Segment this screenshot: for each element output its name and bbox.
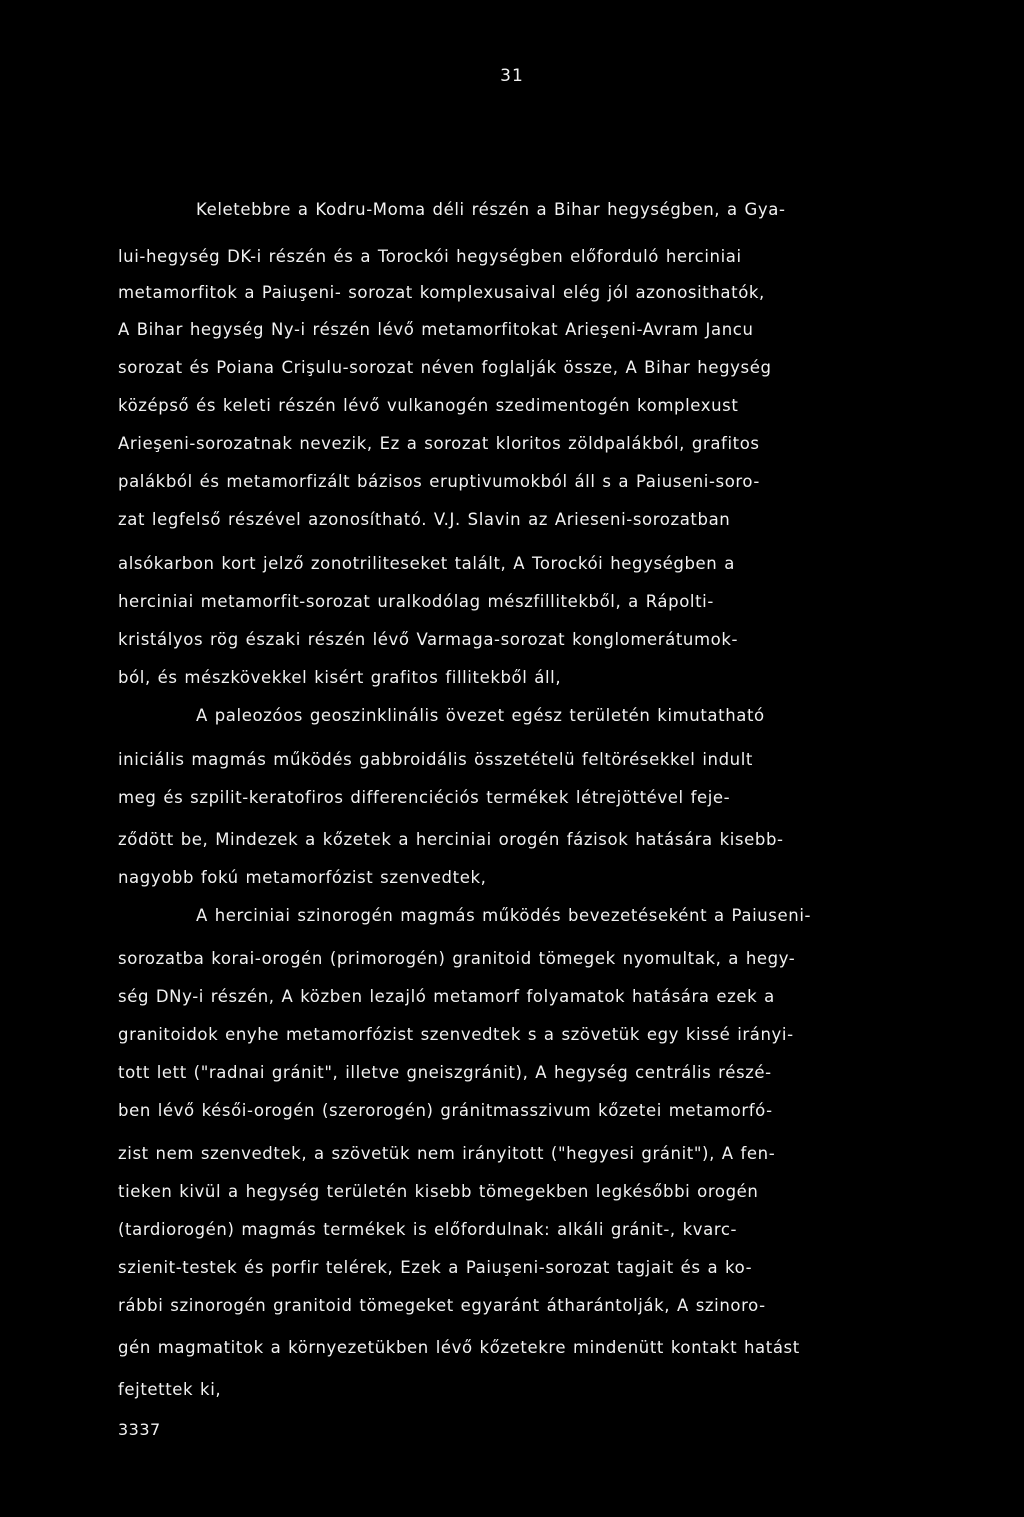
text-line: tott lett ("radnai gránit", illetve gneiszgránit), A hegység centrális részé- (118, 1063, 772, 1082)
text-line: fejtettek ki, (118, 1380, 222, 1399)
text-line: szienit-testek és porfir telérek, Ezek a Paiuşeni-sorozat tagjait és a ko- (118, 1258, 753, 1277)
text-line: metamorfitok a Paiuşeni- sorozat komplexusaival elég jól azonosithatók, (118, 283, 765, 302)
text-line: tieken kivül a hegység területén kisebb tömegekben legkésőbbi orogén (118, 1182, 759, 1201)
text-line: alsókarbon kort jelző zonotriliteseket talált, A Torockói hegységben a (118, 554, 735, 573)
text-line: sorozat és Poiana Crişulu-sorozat néven foglalják össze, A Bihar hegység (118, 358, 772, 377)
text-line: gén magmatitok a környezetükben lévő kőzetekre mindenütt kontakt hatást (118, 1338, 800, 1357)
text-line: lui-hegység DK-i részén és a Torockói hegységben előforduló herciniai (118, 247, 742, 266)
text-line: ben lévő késői-orogén (szerorogén) gránitmasszivum kőzetei metamorfó- (118, 1101, 773, 1120)
page-number: 31 (500, 66, 524, 86)
text-line: ződött be, Mindezek a kőzetek a herciniai orogén fázisok hatására kisebb- (118, 830, 784, 849)
text-line: (tardiorogén) magmás termékek is előfordulnak: alkáli gránit-, kvarc- (118, 1220, 738, 1239)
text-line: A herciniai szinorogén magmás működés bevezetéseként a Paiuseni- (196, 906, 812, 925)
text-line: zat legfelső részével azonosítható. V.J. Slavin az Arieseni-sorozatban (118, 510, 731, 529)
text-line: granitoidok enyhe metamorfózist szenvedtek s a szövetük egy kissé irányi- (118, 1025, 794, 1044)
text-line: palákból és metamorfizált bázisos eruptivumokból áll s a Paiuseni-soro- (118, 472, 760, 491)
text-line: sorozatba korai-orogén (primorogén) granitoid tömegek nyomultak, a hegy- (118, 949, 796, 968)
text-line: rábbi szinorogén granitoid tömegeket egyaránt átharántolják, A szinoro- (118, 1296, 766, 1315)
text-line: középső és keleti részén lévő vulkanogén szedimentogén komplexust (118, 396, 739, 415)
text-line: meg és szpilit-keratofiros differenciéciós termékek létrejöttével feje- (118, 788, 731, 807)
text-line: ség DNy-i részén, A közben lezajló metamorf folyamatok hatására ezek a (118, 987, 775, 1006)
text-line: A Bihar hegység Ny-i részén lévő metamorfitokat Arieşeni-Avram Jancu (118, 320, 754, 339)
text-line: ból, és mészkövekkel kisért grafitos fillitekből áll, (118, 668, 562, 687)
text-line: kristályos rög északi részén lévő Varmaga-sorozat konglomerátumok- (118, 630, 739, 649)
text-line: nagyobb fokú metamorfózist szenvedtek, (118, 868, 487, 887)
footer-code: 3337 (118, 1420, 161, 1439)
text-line: zist nem szenvedtek, a szövetük nem irányitott ("hegyesi gránit"), A fen- (118, 1144, 776, 1163)
text-line: iniciális magmás működés gabbroidális összetételü feltörésekkel indult (118, 750, 753, 769)
text-line: Keletebbre a Kodru-Moma déli részén a Bihar hegységben, a Gya- (196, 200, 786, 219)
text-line: Arieşeni-sorozatnak nevezik, Ez a sorozat kloritos zöldpalákból, grafitos (118, 434, 760, 453)
text-line: A paleozóos geoszinklinális övezet egész területén kimutatható (196, 706, 765, 725)
text-line: herciniai metamorfit-sorozat uralkodólag mészfillitekből, a Rápolti- (118, 592, 714, 611)
